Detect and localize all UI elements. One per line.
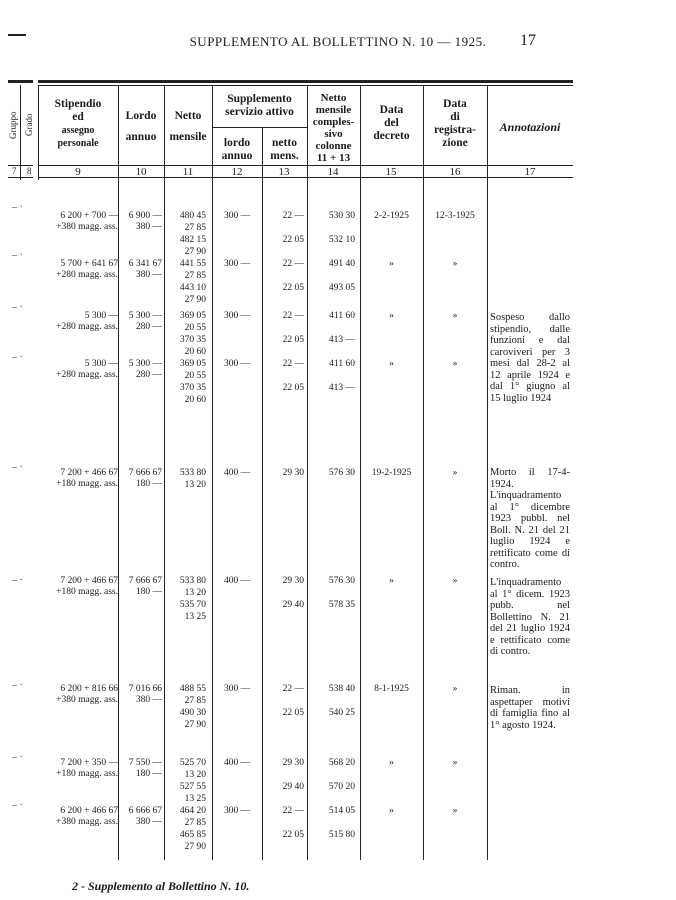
grado-header: Grado: [24, 113, 34, 137]
netto-complessivo: 576 30 578 35: [328, 576, 355, 610]
lordo-line-2: 380 —: [135, 817, 162, 827]
stipendio-line-1: 6 200 + 466 67: [60, 806, 118, 816]
margin-mark: – ·: [12, 462, 23, 473]
netto-header: Netto mensile: [169, 110, 207, 143]
lordo-line-2: 280 —: [135, 370, 162, 380]
page-footer: 2 - Supplemento al Bollettino N. 10.: [72, 879, 250, 893]
lordo-line-1: 7 666 67: [128, 468, 162, 478]
lordo-line-2: 180 —: [135, 587, 162, 597]
stipendio-line-2: +380 magg. ass.: [56, 817, 118, 827]
gruppo-header: Gruppo: [8, 111, 18, 139]
table-top-rule: [38, 80, 573, 83]
page-running-title: SUPPLEMENTO AL BOLLETTINO N. 10 — 1925.: [189, 34, 487, 49]
data-decreto: »: [389, 758, 394, 768]
stipendio-line-2: +280 magg. ass.: [56, 370, 118, 380]
data-decreto: »: [389, 576, 394, 586]
stipendio-line-1: 6 200 + 700 —: [60, 211, 118, 221]
netto-complessivo: 568 20 570 20: [328, 758, 355, 792]
supp-netto-mens: 29 30 29 40: [282, 576, 304, 610]
data-registrazione: »: [452, 259, 458, 269]
data-registrazione: »: [452, 311, 458, 321]
col-line: [487, 85, 488, 860]
netto-mensile: 525 70 13 20 527 55 13 25: [179, 758, 206, 804]
netto-complessivo: 514 05 515 80: [328, 806, 355, 840]
stipendio-line-1: 7 200 + 466 67: [60, 468, 118, 478]
netto-mensile: 533 80 13 20: [179, 468, 206, 490]
data-decreto: »: [389, 806, 394, 816]
annotazione: Morto il 17-4-1924. L'inquadramento al 1° dicembre 1923 pubbl. nel Boll. N. 21 del 21 luglio 1924 e rettificato come di contro.: [490, 467, 570, 570]
stipendio-line-2: +280 magg. ass.: [56, 270, 118, 280]
margin-mark: – ·: [12, 800, 23, 811]
data-decreto: »: [389, 311, 394, 321]
gruppo-num: 7: [12, 166, 17, 176]
netto-mensile: 441 55 27 85 443 10 27 90: [179, 259, 206, 305]
netto-complessivo: 538 40 540 25: [328, 684, 355, 718]
annotazione: L'inquadramento al 1° dicem. 1923 pubb. nel Bollettino N. 21 del 21 luglio 1924 e rettificato come di contro.: [490, 577, 570, 657]
netto-complessivo-header: Netto mensile comples- sivo colonne 11 + 13: [312, 92, 355, 164]
lordo-line-1: 6 666 67: [128, 806, 162, 816]
colnum-14: 14: [327, 166, 339, 178]
netto-mensile: 533 80 13 20 535 70 13 25: [179, 576, 206, 622]
data-decreto: 19-2-1925: [371, 468, 412, 478]
stipendio-line-1: 5 300 —: [84, 359, 118, 369]
lordo-line-1: 6 900 —: [128, 211, 162, 221]
colnum-11: 11: [182, 166, 194, 178]
data-decreto-header: Data del decreto: [373, 104, 410, 142]
supp-lordo-annuo: 300 —: [223, 684, 251, 694]
supp-netto-mens: 22 — 22 05: [282, 684, 304, 718]
data-registrazione: »: [452, 758, 458, 768]
supp-netto-mens: 22 — 22 05: [282, 211, 304, 245]
lordo-line-1: 7 550 —: [128, 758, 162, 768]
data-registrazione: »: [452, 684, 458, 694]
supp-netto-mens: 29 30: [282, 468, 304, 478]
col-line: [20, 85, 21, 180]
netto-mensile: 464 20 27 85 465 85 27 90: [179, 806, 206, 852]
colnum-9: 9: [75, 166, 81, 178]
stipendio-line-2: +180 magg. ass.: [56, 769, 118, 779]
stipendio-line-1: 6 200 + 816 66: [60, 684, 118, 694]
supp-lordo-annuo: 300 —: [223, 359, 251, 369]
netto-complessivo: 576 30: [328, 468, 355, 478]
left-top-rule: [8, 80, 33, 83]
margin-mark: – ·: [12, 575, 23, 586]
page-number: 17: [520, 32, 536, 49]
supplemento-sub-rule: [212, 127, 307, 128]
lordo-line-2: 180 —: [135, 769, 162, 779]
data-registrazione: »: [452, 576, 458, 586]
supplemento-header: Supplemento servizio attivo: [225, 93, 294, 118]
colnum-17: 17: [524, 166, 536, 178]
data-registrazione-header: Data di registra- zione: [434, 98, 476, 149]
stipendio-line-1: 5 700 + 641 67: [60, 259, 118, 269]
stipendio-line-1: 5 300 —: [84, 311, 118, 321]
netto-mensile: 369 05 20 55 370 35 20 60: [179, 311, 206, 357]
stipendio-line-2: +280 magg. ass.: [56, 322, 118, 332]
colnum-10: 10: [135, 166, 147, 178]
data-decreto: »: [389, 359, 394, 369]
stipendio-line-2: +180 magg. ass.: [56, 587, 118, 597]
lordo-line-2: 380 —: [135, 222, 162, 232]
data-registrazione: 12-3-1925: [435, 211, 475, 221]
data-decreto: 2-2-1925: [374, 211, 409, 221]
margin-mark: – ·: [12, 302, 23, 313]
margin-mark: – ·: [12, 680, 23, 691]
lordo-line-2: 180 —: [135, 479, 162, 489]
colnum-16: 16: [449, 166, 461, 178]
margin-mark: – ·: [12, 352, 23, 363]
supp-lordo-annuo: 400 —: [223, 576, 251, 586]
netto-complessivo: 411 60 413 —: [328, 311, 355, 345]
supp-lordo-annuo: 400 —: [223, 758, 251, 768]
lordo-header: Lordo annuo: [125, 110, 157, 143]
netto-mensile: 369 05 20 55 370 35 20 60: [179, 359, 206, 405]
supp-lordo-annuo: 300 —: [223, 311, 251, 321]
netto-mensile: 480 45 27 85 482 15 27 90: [179, 211, 206, 257]
annotazione: Sospeso dallo stipendio, dalle funzioni e dal caroviveri per 3 mesi dal 28-2 al 12 aprile 1924 e dal 1° giugno al 15 luglio 1924: [490, 312, 570, 404]
supp-netto-header: netto mens.: [270, 137, 299, 162]
lordo-line-2: 380 —: [135, 695, 162, 705]
supp-lordo-annuo: 400 —: [223, 468, 251, 478]
lordo-line-1: 6 341 67: [128, 259, 162, 269]
data-decreto: 8-1-1925: [374, 684, 409, 694]
supp-lordo-annuo: 300 —: [223, 259, 251, 269]
stipendio-line-2: +380 magg. ass.: [56, 222, 118, 232]
netto-complessivo: 491 40 493 05: [328, 259, 355, 293]
supp-netto-mens: 22 — 22 05: [282, 359, 304, 393]
colnum-12: 12: [231, 166, 243, 178]
stipendio-line-2: +380 magg. ass.: [56, 695, 118, 705]
stipendio-line-1: 7 200 + 466 67: [60, 576, 118, 586]
supp-netto-mens: 29 30 29 40: [282, 758, 304, 792]
data-registrazione: »: [452, 806, 458, 816]
supp-lordo-header: lordo annuo: [221, 137, 253, 162]
annotazione: Riman. in aspettaper motivi di famiglia fino al 1° agosto 1924.: [490, 685, 570, 731]
annotazioni-header: Annotazioni: [499, 120, 561, 134]
supp-netto-mens: 22 — 22 05: [282, 259, 304, 293]
lordo-line-1: 7 666 67: [128, 576, 162, 586]
supp-netto-mens: 22 — 22 05: [282, 806, 304, 840]
data-registrazione: »: [452, 359, 458, 369]
netto-complessivo: 411 60 413 —: [328, 359, 355, 393]
data-registrazione: »: [452, 468, 458, 478]
supp-netto-mens: 22 — 22 05: [282, 311, 304, 345]
margin-mark: – ·: [12, 250, 23, 261]
lordo-line-1: 5 300 —: [128, 359, 162, 369]
netto-mensile: 488 55 27 85 490 30 27 90: [179, 684, 206, 730]
stipendio-line-1: 7 200 + 350 —: [60, 758, 118, 768]
grado-num: 8: [27, 166, 32, 176]
colnum-15: 15: [385, 166, 397, 178]
stipendio-line-2: +180 magg. ass.: [56, 479, 118, 489]
margin-mark: – ·: [12, 202, 23, 213]
lordo-line-1: 7 016 66: [128, 684, 162, 694]
margin-mark: – ·: [12, 752, 23, 763]
supp-lordo-annuo: 300 —: [223, 211, 251, 221]
lordo-line-1: 5 300 —: [128, 311, 162, 321]
lordo-line-2: 380 —: [135, 270, 162, 280]
stipendio-header: Stipendio ed assegno personale: [54, 98, 102, 149]
data-decreto: »: [389, 259, 394, 269]
colnum-13: 13: [278, 166, 290, 178]
lordo-line-2: 280 —: [135, 322, 162, 332]
supp-lordo-annuo: 300 —: [223, 806, 251, 816]
netto-complessivo: 530 30 532 10: [328, 211, 355, 245]
